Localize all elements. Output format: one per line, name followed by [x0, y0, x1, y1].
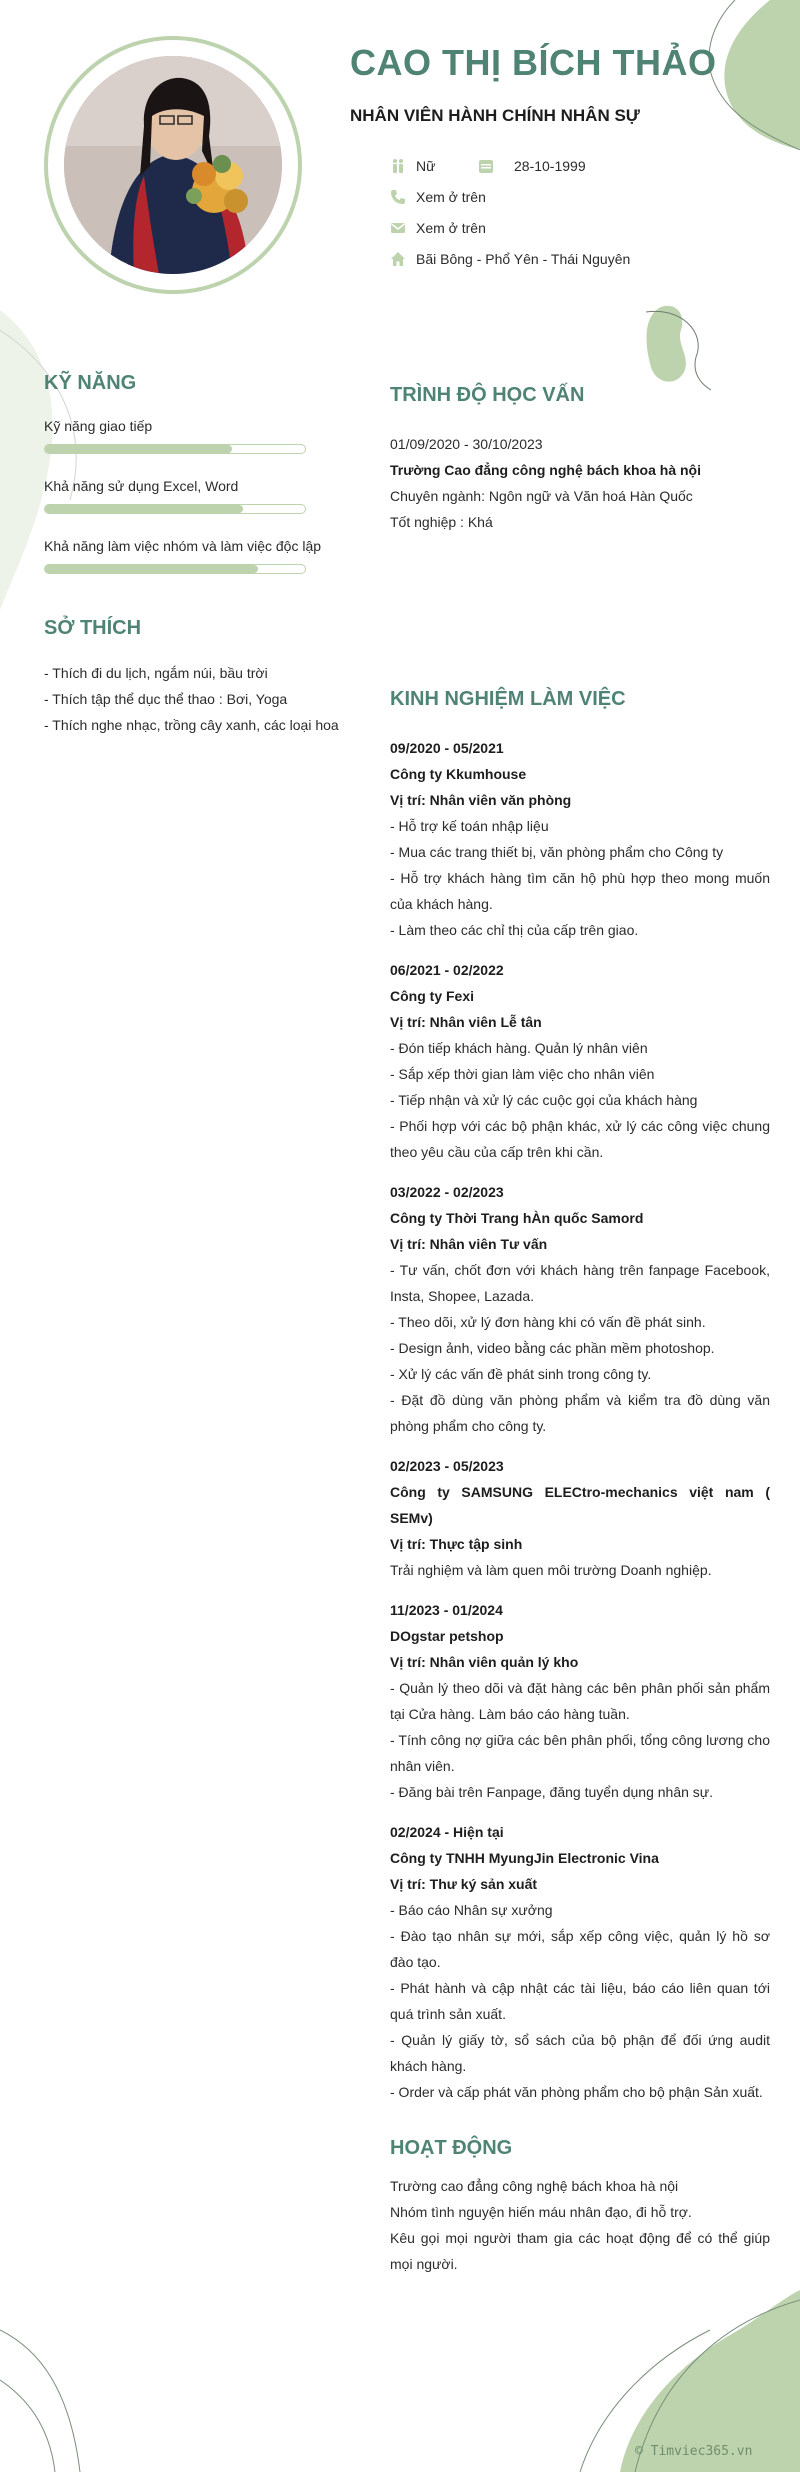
- leaf-decoration-mid: [636, 302, 716, 392]
- job-entry: [390, 1819, 770, 2105]
- job-duty: - Phát hành và cập nhật các tài liệu, báo cáo liên quan tới quá trình sản xuất.: [390, 1980, 770, 2022]
- skill-bar-fill: [45, 445, 232, 453]
- skill-bar: [44, 504, 306, 514]
- job-duty: - Tiếp nhận và xử lý các cuộc gọi của khách hàng: [390, 1092, 698, 1108]
- job-duty: - Đón tiếp khách hàng. Quản lý nhân viên: [390, 1040, 648, 1056]
- job-title: NHÂN VIÊN HÀNH CHÍNH NHÂN SỰ: [350, 106, 640, 125]
- activities-heading: HOẠT ĐỘNG: [390, 2137, 513, 2159]
- skills-heading: KỸ NĂNG: [44, 372, 137, 394]
- phone-row: [390, 189, 486, 205]
- gender-value: Nữ: [416, 158, 436, 174]
- job-position: Vị trí: Nhân viên văn phòng: [390, 792, 572, 808]
- phone-value: Xem ở trên: [416, 189, 486, 205]
- skill-bar-fill: [45, 505, 243, 513]
- gender-icon: [390, 158, 416, 174]
- job-duty: - Theo dõi, xử lý đơn hàng khi có vấn đề phát sinh.: [390, 1314, 706, 1330]
- job-duty: - Sắp xếp thời gian làm việc cho nhân viên: [390, 1066, 655, 1082]
- skill-label: Khả năng sử dụng Excel, Word: [44, 478, 239, 494]
- phone-icon: [390, 189, 416, 205]
- skills-list: [44, 418, 350, 598]
- address-row: [390, 251, 630, 267]
- job-duty: - Xử lý các vấn đề phát sinh trong công ty.: [390, 1366, 652, 1382]
- hobby-item: - Thích tập thể dục thể thao : Bơi, Yoga: [44, 691, 288, 707]
- education-grade: Tốt nghiệp : Khá: [390, 514, 493, 530]
- activities-list: [390, 2173, 770, 2277]
- job-duty: - Đào tạo nhân sự mới, sắp xếp công việc, quản lý hồ sơ đào tạo.: [390, 1928, 770, 1970]
- job-position: Vị trí: Nhân viên Lễ tân: [390, 1014, 542, 1030]
- avatar-photo: [64, 56, 282, 274]
- job-period: 02/2024 - Hiện tại: [390, 1824, 504, 1840]
- dob-row: [478, 158, 586, 174]
- hobbies-heading: SỞ THÍCH: [44, 617, 142, 639]
- home-icon: [390, 251, 416, 267]
- job-duty: - Làm theo các chỉ thị của cấp trên giao.: [390, 922, 639, 938]
- job-period: 03/2022 - 02/2023: [390, 1184, 504, 1200]
- job-duty: - Quản lý theo dõi và đặt hàng các bên phân phối sản phẩm tại Cửa hàng. Làm báo cáo hàng tuần.: [390, 1680, 770, 1722]
- experience-list: [390, 735, 770, 2119]
- education-block: [390, 431, 770, 535]
- job-company: Công ty Thời Trang hÀn quốc Samord: [390, 1210, 644, 1226]
- job-duty: - Tư vấn, chốt đơn với khách hàng trên fanpage Facebook, Insta, Shopee, Lazada.: [390, 1262, 770, 1304]
- education-heading: TRÌNH ĐỘ HỌC VẤN: [390, 384, 585, 406]
- skill-bar-fill: [45, 565, 258, 573]
- calendar-icon: [478, 158, 514, 174]
- activity-line: Kêu gọi mọi người tham gia các hoạt động để có thể giúp mọi người.: [390, 2230, 770, 2272]
- job-company: Công ty Fexi: [390, 988, 475, 1004]
- skill-label: Kỹ năng giao tiếp: [44, 418, 153, 434]
- activity-line: Trường cao đẳng công nghệ bách khoa hà nội: [390, 2178, 679, 2194]
- skill-bar: [44, 564, 306, 574]
- job-period: 02/2023 - 05/2023: [390, 1458, 504, 1474]
- job-entry: [390, 1179, 770, 1439]
- job-period: 11/2023 - 01/2024: [390, 1602, 503, 1618]
- job-duty: - Quản lý giấy tờ, sổ sách của bộ phận để đối ứng audit khách hàng.: [390, 2032, 770, 2074]
- email-row: [390, 220, 486, 236]
- job-company: Công ty SAMSUNG ELECtro-mechanics việt nam ( SEMv): [390, 1484, 770, 1526]
- leaf-decoration-bottom-left: [0, 2310, 200, 2472]
- job-position: Vị trí: Nhân viên quản lý kho: [390, 1654, 579, 1670]
- job-duty: - Báo cáo Nhân sự xưởng: [390, 1902, 553, 1918]
- job-duty: Trải nghiệm và làm quen môi trường Doanh nghiệp.: [390, 1562, 712, 1578]
- job-company: DOgstar petshop: [390, 1628, 504, 1644]
- job-position: Vị trí: Nhân viên Tư vấn: [390, 1236, 548, 1252]
- gender-row: [390, 158, 435, 174]
- job-entry: [390, 735, 770, 943]
- job-duty: - Mua các trang thiết bị, văn phòng phẩm cho Công ty: [390, 844, 724, 860]
- avatar-frame: [44, 36, 302, 294]
- job-duty: - Đặt đồ dùng văn phòng phẩm và kiểm tra đồ dùng văn phòng phẩm cho công ty.: [390, 1392, 770, 1434]
- education-period: 01/09/2020 - 30/10/2023: [390, 436, 543, 452]
- job-duty: - Hỗ trợ kế toán nhập liệu: [390, 818, 549, 834]
- job-entry: [390, 957, 770, 1165]
- hobbies-list: [44, 660, 350, 738]
- job-period: 09/2020 - 05/2021: [390, 740, 504, 756]
- skill-bar: [44, 444, 306, 454]
- skill-label: Khả năng làm việc nhóm và làm việc độc lập: [44, 538, 322, 554]
- experience-heading: KINH NGHIỆM LÀM VIỆC: [390, 688, 626, 710]
- candidate-name: CAO THỊ BÍCH THẢO: [350, 42, 717, 83]
- job-entry: [390, 1597, 770, 1805]
- dob-value: 28-10-1999: [514, 158, 586, 174]
- job-position: Vị trí: Thực tập sinh: [390, 1536, 523, 1552]
- job-duty: - Tính công nợ giữa các bên phân phối, tổng công lương cho nhân viên.: [390, 1732, 770, 1774]
- education-school: Trường Cao đẳng công nghệ bách khoa hà nội: [390, 462, 701, 478]
- hobby-item: - Thích nghe nhạc, trồng cây xanh, các loại hoa: [44, 717, 339, 733]
- job-duty: - Đăng bài trên Fanpage, đăng tuyển dụng nhân sự.: [390, 1784, 714, 1800]
- job-duty: - Hỗ trợ khách hàng tìm căn hộ phù hợp theo mong muốn của khách hàng.: [390, 870, 770, 912]
- mail-icon: [390, 220, 416, 236]
- activity-line: Nhóm tình nguyện hiến máu nhân đạo, đi hỗ trợ.: [390, 2204, 692, 2220]
- footer-brand: © Timviec365.vn: [635, 2444, 753, 2459]
- job-period: 06/2021 - 02/2022: [390, 962, 504, 978]
- job-duty: - Design ảnh, video bằng các phần mềm photoshop.: [390, 1340, 715, 1356]
- job-duty: - Order và cấp phát văn phòng phẩm cho bộ phận Sản xuất.: [390, 2084, 763, 2100]
- hobby-item: - Thích đi du lịch, ngắm núi, bầu trời: [44, 665, 268, 681]
- email-value: Xem ở trên: [416, 220, 486, 236]
- address-value: Bãi Bông - Phổ Yên - Thái Nguyên: [416, 251, 631, 267]
- education-major: Chuyên ngành: Ngôn ngữ và Văn hoá Hàn Quốc: [390, 488, 693, 504]
- avatar: [64, 56, 282, 274]
- job-company: Công ty TNHH MyungJin Electronic Vina: [390, 1850, 659, 1866]
- job-entry: [390, 1453, 770, 1583]
- job-duty: - Phối hợp với các bộ phận khác, xử lý các công việc chung theo yêu cầu của cấp trên khi cần.: [390, 1118, 770, 1160]
- job-company: Công ty Kkumhouse: [390, 766, 527, 782]
- job-position: Vị trí: Thư ký sản xuất: [390, 1876, 538, 1892]
